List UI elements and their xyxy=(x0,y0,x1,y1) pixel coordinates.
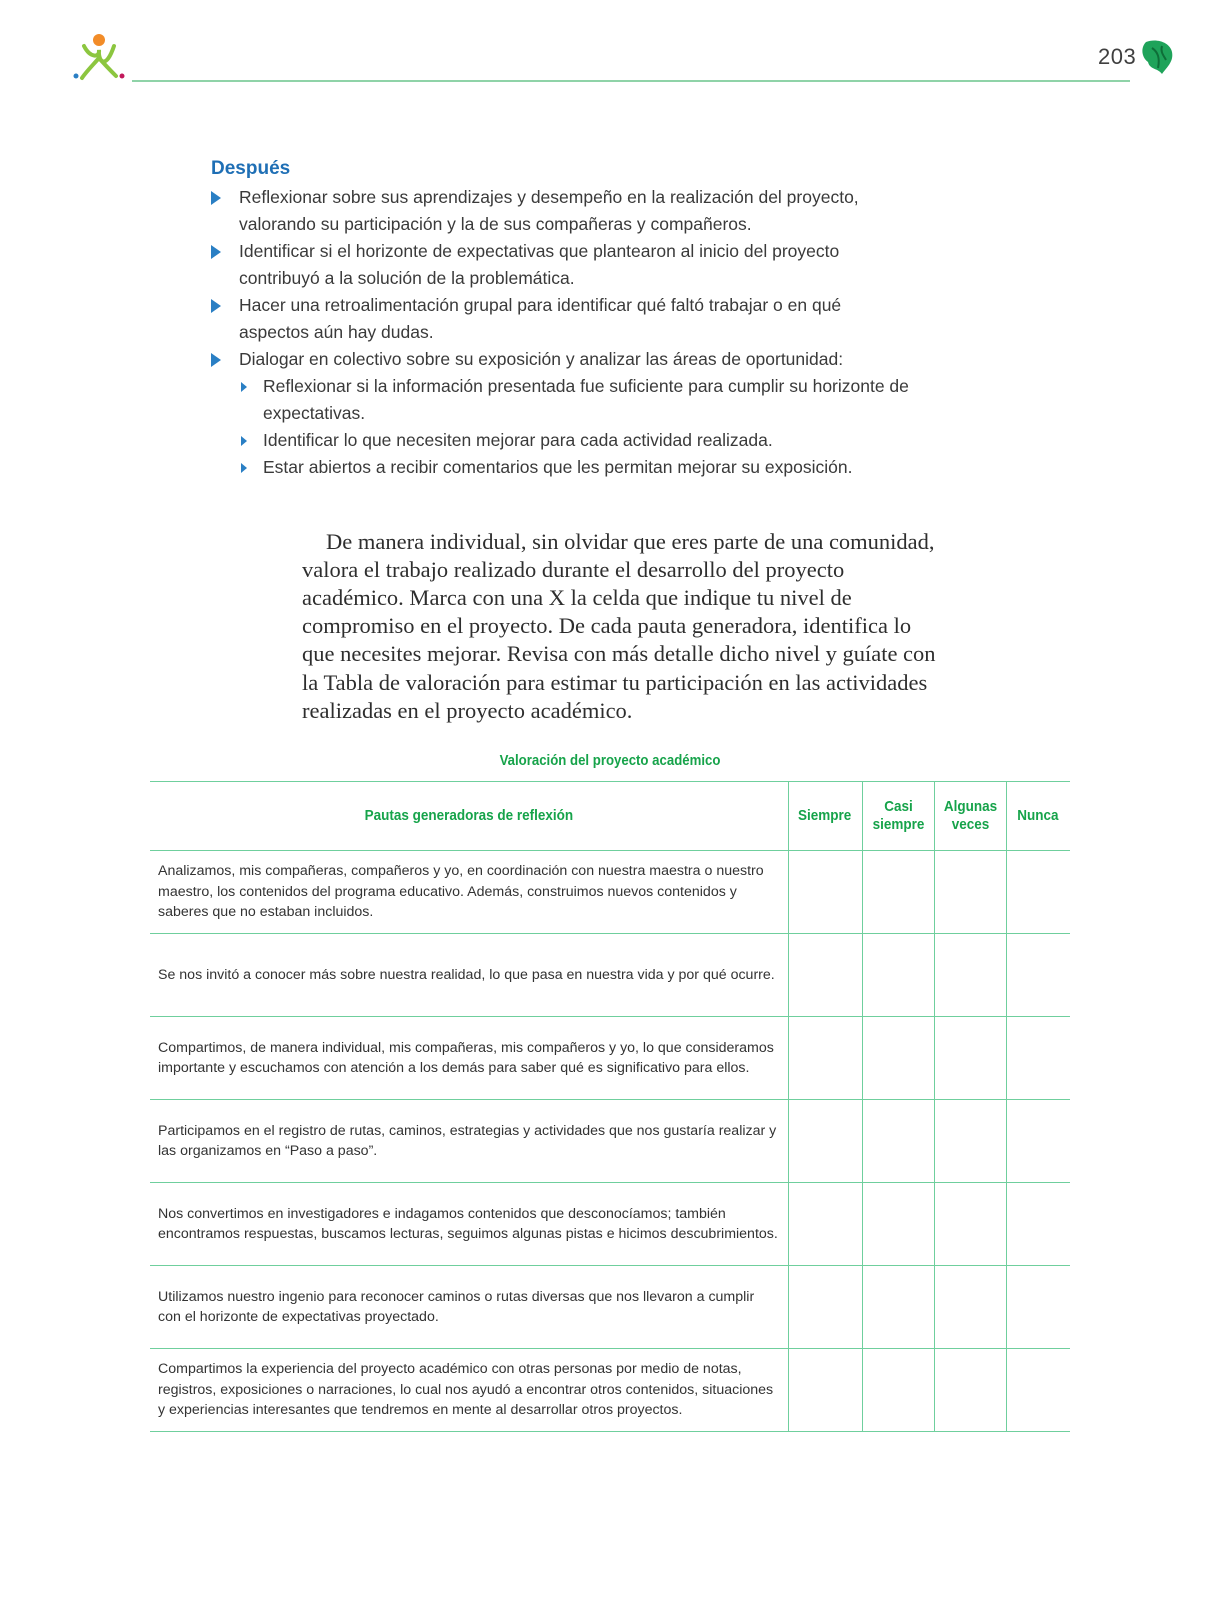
table-row xyxy=(150,1266,1070,1349)
pauta-cell: Se nos invitó a conocer más sobre nuestra realidad, lo que pasa en nuestra vida y por qué ocurre. xyxy=(150,934,788,1017)
mark-cell-nunca[interactable] xyxy=(1006,1017,1070,1100)
table-row xyxy=(150,1183,1070,1266)
bullet-triangle-icon xyxy=(241,382,247,392)
mark-cell-algunas-veces[interactable] xyxy=(934,851,1006,934)
column-header-algunas-veces: Algunas veces xyxy=(934,782,1006,851)
mark-cell-nunca[interactable] xyxy=(1006,1349,1070,1432)
bullet-text: Identificar si el horizonte de expectativas que plantearon al inicio del proyecto contribuyó a la solución de la problemática. xyxy=(239,241,840,288)
mark-cell-nunca[interactable] xyxy=(1006,1100,1070,1183)
table-row xyxy=(150,851,1070,934)
sub-list-item xyxy=(239,454,911,481)
bullet-triangle-icon xyxy=(211,191,221,205)
column-header-pautas: Pautas generadoras de reflexión xyxy=(150,782,788,851)
assessment-table xyxy=(150,781,1070,1432)
bullet-triangle-icon xyxy=(241,436,247,446)
pauta-cell: Compartimos, de manera individual, mis compañeras, mis compañeros y yo, lo que consideramos importante y escuchamos con atención a los demás para saber qué es significativo para ellos. xyxy=(150,1017,788,1100)
mark-cell-nunca[interactable] xyxy=(1006,851,1070,934)
mark-cell-algunas-veces[interactable] xyxy=(934,1017,1006,1100)
mark-cell-nunca[interactable] xyxy=(1006,1183,1070,1266)
mark-cell-algunas-veces[interactable] xyxy=(934,1266,1006,1349)
mark-cell-siempre[interactable] xyxy=(788,1100,862,1183)
sub-bullet-text: Estar abiertos a recibir comentarios que les permitan mejorar su exposición. xyxy=(263,457,853,477)
mark-cell-algunas-veces[interactable] xyxy=(934,1349,1006,1432)
table-row xyxy=(150,1349,1070,1432)
table-title: Valoración del proyecto académico xyxy=(499,752,721,769)
bullet-triangle-icon xyxy=(211,245,221,259)
bullet-triangle-icon xyxy=(211,299,221,313)
column-header-siempre: Siempre xyxy=(788,782,862,851)
mark-cell-siempre[interactable] xyxy=(788,1017,862,1100)
list-item xyxy=(211,238,911,292)
list-item xyxy=(211,346,911,481)
bullet-triangle-icon xyxy=(241,463,247,473)
mark-cell-siempre[interactable] xyxy=(788,934,862,1017)
table-row xyxy=(150,934,1070,1017)
pauta-cell: Participamos en el registro de rutas, caminos, estrategias y actividades que nos gustaría realizar y las organizamos en “Paso a paso”. xyxy=(150,1100,788,1183)
mark-cell-casi-siempre[interactable] xyxy=(862,851,934,934)
mark-cell-casi-siempre[interactable] xyxy=(862,1349,934,1432)
sub-list-item xyxy=(239,373,911,427)
header-rule xyxy=(132,80,1130,82)
section-heading: Después xyxy=(211,158,291,179)
pauta-cell: Analizamos, mis compañeras, compañeros y yo, en coordinación con nuestra maestra o nuestro maestro, los contenidos del programa educativo. Además, construimos nuevos contenidos y saberes que no estaban incluidos. xyxy=(150,851,788,934)
mark-cell-casi-siempre[interactable] xyxy=(862,1100,934,1183)
sub-bullet-text: Identificar lo que necesiten mejorar para cada actividad realizada. xyxy=(263,430,773,450)
instructions-paragraph: De manera individual, sin olvidar que eres parte de una comunidad, valora el trabajo realizado durante el desarrollo del proyecto académico. Marca con una X la celda que indique tu nivel de compromiso en el proyecto. De cada pauta generadora, identifica lo que necesites mejorar. Revisa con más detalle dicho nivel y guíate con la Tabla de valoración para estimar tu participación en las actividades realizadas en el proyecto académico. xyxy=(302,528,936,723)
logo-figure-icon xyxy=(70,32,128,84)
mark-cell-casi-siempre[interactable] xyxy=(862,1183,934,1266)
bullet-list xyxy=(211,184,911,481)
column-header-nunca: Nunca xyxy=(1006,782,1070,851)
mark-cell-siempre[interactable] xyxy=(788,1266,862,1349)
table-row xyxy=(150,1017,1070,1100)
bullet-text: Reflexionar sobre sus aprendizajes y desempeño en la realización del proyecto, valorando su participación y la de sus compañeras y compañeros. xyxy=(239,187,859,234)
corner-leaf-icon xyxy=(1140,38,1174,76)
pauta-cell: Nos convertimos en investigadores e indagamos contenidos que desconocíamos; también encontramos respuestas, buscamos lecturas, seguimos algunas pistas e hicimos descubrimientos. xyxy=(150,1183,788,1266)
mark-cell-casi-siempre[interactable] xyxy=(862,1017,934,1100)
mark-cell-nunca[interactable] xyxy=(1006,1266,1070,1349)
bullet-triangle-icon xyxy=(211,353,221,367)
column-header-casi-siempre: Casi siempre xyxy=(862,782,934,851)
mark-cell-siempre[interactable] xyxy=(788,1349,862,1432)
mark-cell-casi-siempre[interactable] xyxy=(862,934,934,1017)
mark-cell-algunas-veces[interactable] xyxy=(934,1100,1006,1183)
mark-cell-siempre[interactable] xyxy=(788,851,862,934)
list-item xyxy=(211,184,911,238)
mark-cell-nunca[interactable] xyxy=(1006,934,1070,1017)
table-header-row xyxy=(150,782,1070,851)
mark-cell-algunas-veces[interactable] xyxy=(934,934,1006,1017)
pauta-cell: Utilizamos nuestro ingenio para reconocer caminos o rutas diversas que nos llevaron a cumplir con el horizonte de expectativas proyectado. xyxy=(150,1266,788,1349)
sub-bullet-text: Reflexionar si la información presentada fue suficiente para cumplir su horizonte de expectativas. xyxy=(263,376,909,423)
list-item xyxy=(211,292,911,346)
mark-cell-siempre[interactable] xyxy=(788,1183,862,1266)
pauta-cell: Compartimos la experiencia del proyecto académico con otras personas por medio de notas, registros, exposiciones o narraciones, lo cual nos ayudó a encontrar otros contenidos, situaciones y experiencias interesantes que tendremos en mente al desarrollar otros proyectos. xyxy=(150,1349,788,1432)
mark-cell-casi-siempre[interactable] xyxy=(862,1266,934,1349)
bullet-text: Hacer una retroalimentación grupal para identificar qué faltó trabajar o en qué aspectos aún hay dudas. xyxy=(239,295,842,342)
sub-list-item xyxy=(239,427,911,454)
page-number: 203 xyxy=(1098,44,1137,69)
table-row xyxy=(150,1100,1070,1183)
bullet-text: Dialogar en colectivo sobre su exposición y analizar las áreas de oportunidad: xyxy=(239,349,844,369)
sub-bullet-list xyxy=(239,373,911,481)
mark-cell-algunas-veces[interactable] xyxy=(934,1183,1006,1266)
